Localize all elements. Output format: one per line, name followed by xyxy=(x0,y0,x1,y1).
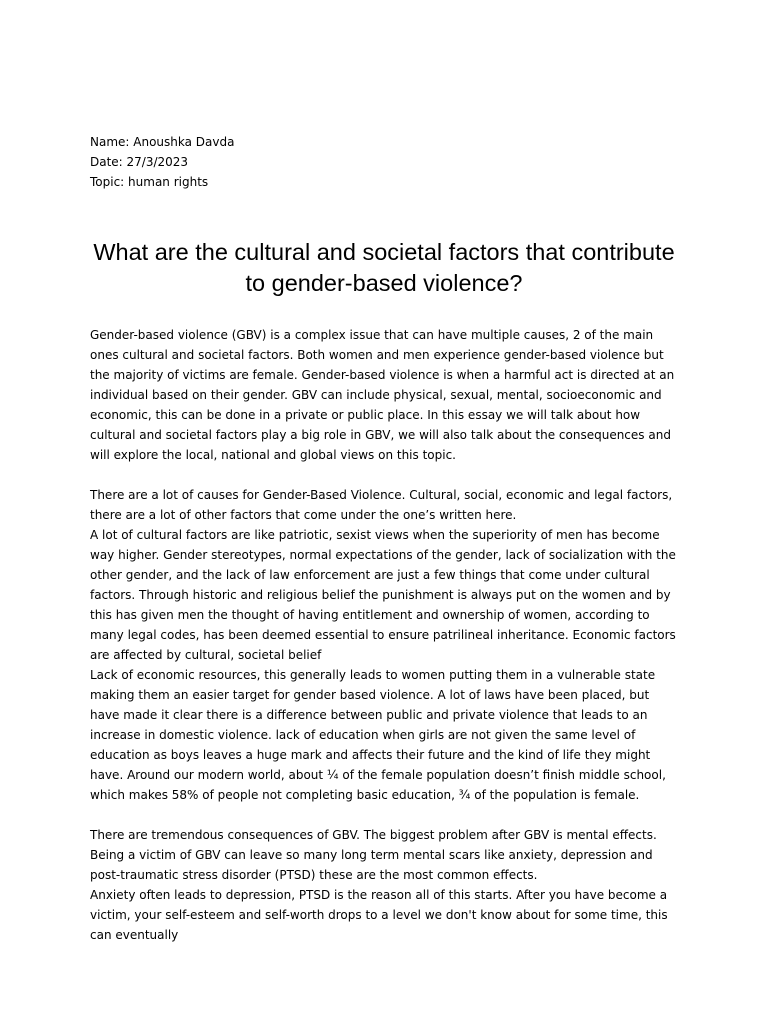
paragraph-cultural-factors: A lot of cultural factors are like patriotic, sexist views when the superiority of men has become way higher. Gender stereotypes, normal expectations of the gender, lack of socialization with the other gender, and the lack of law enforcement are just a few things that come under cultural factors. Through historic and religious belief the punishment is always put on the women and by this has given men the thought of having entitlement and ownership of women, according to many legal codes, has been deemed essential to ensure patrilineal inheritance. Economic factors are affected by cultural, societal belief xyxy=(90,528,676,662)
paragraph-introduction: Gender-based violence (GBV) is a complex issue that can have multiple causes, 2 of the main ones cultural and societal factors. Both women and men experience gender-based violence but the majority of victims are female. Gender-based violence is when a harmful act is directed at an individual based on their gender. GBV can include physical, sexual, mental, socioeconomic and economic, this can be done in a private or public place. In this essay we will talk about how cultural and societal factors play a big role in GBV, we will also talk about the consequences and will explore the local, national and global views on this topic. xyxy=(90,328,675,462)
essay-body xyxy=(90,325,680,945)
document-header xyxy=(90,132,690,192)
paragraph-spacer xyxy=(90,805,680,825)
paragraph-mental-effects: Anxiety often leads to depression, PTSD is the reason all of this starts. After you have become a victim, your self-esteem and self-worth drops to a level we don't know about for some time, this can eventually xyxy=(90,888,668,942)
paragraph-consequences: There are tremendous consequences of GBV. The biggest problem after GBV is mental effects. Being a victim of GBV can leave so many long term mental scars like anxiety, depression and post-traumatic stress disorder (PTSD) these are the most common effects. xyxy=(90,828,657,882)
paragraph-spacer xyxy=(90,465,680,485)
document-date: Date: 27/3/2023 xyxy=(90,155,189,169)
author-name: Name: Anoushka Davda xyxy=(90,135,235,149)
paragraph-economic-factors: Lack of economic resources, this generally leads to women putting them in a vulnerable state making them an easier target for gender based violence. A lot of laws have been placed, but have made it clear there is a difference between public and private violence that leads to an increase in domestic violence. lack of education when girls are not given the same level of education as boys leaves a huge mark and affects their future and the kind of life they might have. Around our modern world, about ¼ of the female population doesn’t finish middle school, which makes 58% of people not completing basic education, ¾ of the population is female. xyxy=(90,668,666,802)
document-topic: Topic: human rights xyxy=(90,175,209,189)
paragraph-causes: There are a lot of causes for Gender-Based Violence. Cultural, social, economic and legal factors, there are a lot of other factors that come under the one’s written here. xyxy=(90,488,673,522)
essay-title: What are the cultural and societal factors that contribute to gender-based violence? xyxy=(93,239,675,296)
